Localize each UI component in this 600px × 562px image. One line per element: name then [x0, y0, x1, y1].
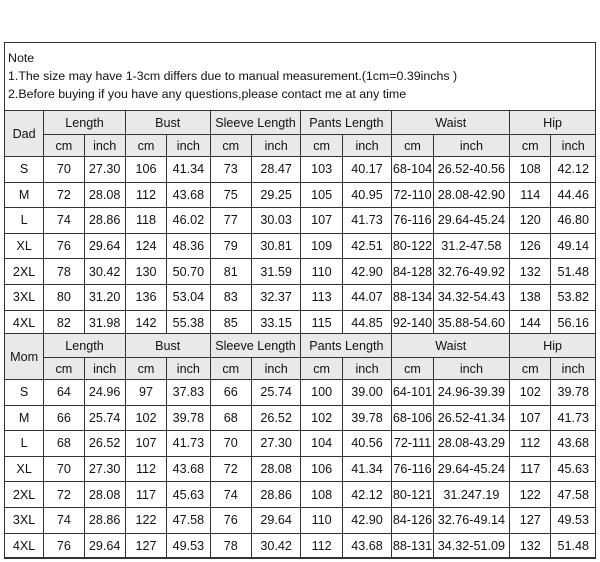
column-header: Sleeve Length	[210, 334, 301, 358]
table-cell: 41.34	[342, 456, 392, 482]
table-cell: 40.56	[342, 431, 392, 457]
table-cell: 104	[301, 431, 342, 457]
table-cell: 31.59	[251, 259, 301, 285]
table-cell: 43.68	[167, 456, 210, 482]
unit-cm: cm	[125, 358, 166, 380]
table-cell: 44.07	[342, 284, 392, 310]
table-cell: 27.30	[251, 431, 301, 457]
table-cell: 70	[44, 456, 84, 482]
table-cell: 42.12	[342, 482, 392, 508]
table-cell: 138	[510, 284, 551, 310]
table-cell: 102	[510, 380, 551, 406]
table-cell: 29.64	[84, 533, 125, 559]
unit-cm: cm	[210, 358, 251, 380]
unit-row	[5, 358, 596, 380]
size-label: 2XL	[5, 482, 44, 508]
column-header: Bust	[125, 111, 210, 135]
table-cell: 108	[510, 157, 551, 183]
table-cell: 76-116	[392, 208, 433, 234]
table-cell: 46.80	[551, 208, 596, 234]
column-header: Pants Length	[301, 111, 392, 135]
table-cell: 28.08	[84, 482, 125, 508]
size-label: 3XL	[5, 507, 44, 533]
table-cell: 106	[125, 157, 166, 183]
table-cell: 76	[44, 233, 84, 259]
unit-cm: cm	[44, 358, 84, 380]
table-cell: 97	[125, 380, 166, 406]
table-cell: 53.82	[551, 284, 596, 310]
table-cell: 26.52-40.56	[433, 157, 509, 183]
table-cell: 28.86	[84, 208, 125, 234]
column-header: Bust	[125, 334, 210, 358]
table-cell: 132	[510, 533, 551, 559]
size-label: 4XL	[5, 310, 44, 336]
table-row	[5, 157, 596, 183]
size-label: 2XL	[5, 259, 44, 285]
table-cell: 76	[210, 507, 251, 533]
table-cell: 130	[125, 259, 166, 285]
table-cell: 39.00	[342, 380, 392, 406]
size-label: 3XL	[5, 284, 44, 310]
table-cell: 33.15	[251, 310, 301, 336]
table-cell: 84-128	[392, 259, 433, 285]
size-label: M	[5, 182, 44, 208]
table-cell: 80	[44, 284, 84, 310]
table-cell: 28.08	[84, 182, 125, 208]
table-cell: 127	[125, 533, 166, 559]
table-cell: 70	[210, 431, 251, 457]
table-cell: 25.74	[84, 405, 125, 431]
table-cell: 73	[210, 157, 251, 183]
table-cell: 49.14	[551, 233, 596, 259]
table-row	[5, 182, 596, 208]
table-cell: 47.58	[551, 482, 596, 508]
table-cell: 105	[301, 182, 342, 208]
table-cell: 29.64	[84, 233, 125, 259]
table-cell: 85	[210, 310, 251, 336]
unit-cm: cm	[392, 135, 433, 157]
table-cell: 68-104	[392, 157, 433, 183]
unit-cm: cm	[301, 358, 342, 380]
table-row	[5, 233, 596, 259]
table-cell: 39.78	[167, 405, 210, 431]
table-cell: 112	[125, 456, 166, 482]
table-cell: 31.98	[84, 310, 125, 336]
table-cell: 78	[210, 533, 251, 559]
table-row	[5, 405, 596, 431]
table-cell: 74	[44, 507, 84, 533]
table-cell: 44.46	[551, 182, 596, 208]
table-cell: 43.68	[167, 182, 210, 208]
table-cell: 115	[301, 310, 342, 336]
table-cell: 88-131	[392, 533, 433, 559]
table-cell: 28.08-42.90	[433, 182, 509, 208]
table-cell: 41.73	[342, 208, 392, 234]
unit-cm: cm	[125, 135, 166, 157]
table-cell: 79	[210, 233, 251, 259]
table-cell: 109	[301, 233, 342, 259]
column-header: Hip	[510, 334, 596, 358]
table-cell: 26.52-41.34	[433, 405, 509, 431]
table-cell: 31.20	[84, 284, 125, 310]
table-cell: 51.48	[551, 259, 596, 285]
table-cell: 108	[301, 482, 342, 508]
table-cell: 107	[125, 431, 166, 457]
table-cell: 118	[125, 208, 166, 234]
size-label: L	[5, 208, 44, 234]
table-cell: 45.63	[167, 482, 210, 508]
unit-inch: inch	[167, 135, 210, 157]
table-cell: 24.96-39.39	[433, 380, 509, 406]
table-cell: 64-101	[392, 380, 433, 406]
dad-size-table	[4, 110, 596, 336]
table-cell: 77	[210, 208, 251, 234]
table-cell: 112	[510, 431, 551, 457]
table-cell: 127	[510, 507, 551, 533]
table-cell: 144	[510, 310, 551, 336]
table-row	[5, 482, 596, 508]
table-cell: 41.73	[167, 431, 210, 457]
unit-inch: inch	[433, 358, 509, 380]
table-cell: 28.47	[251, 157, 301, 183]
table-row	[5, 431, 596, 457]
table-row	[5, 380, 596, 406]
table-cell: 40.95	[342, 182, 392, 208]
table-cell: 41.34	[167, 157, 210, 183]
table-cell: 28.08	[251, 456, 301, 482]
table-cell: 31.2-47.58	[433, 233, 509, 259]
table-cell: 74	[210, 482, 251, 508]
table-cell: 92-140	[392, 310, 433, 336]
table-row	[5, 310, 596, 336]
unit-inch: inch	[433, 135, 509, 157]
table-cell: 64	[44, 380, 84, 406]
table-cell: 136	[125, 284, 166, 310]
table-cell: 74	[44, 208, 84, 234]
table-cell: 132	[510, 259, 551, 285]
table-cell: 66	[210, 380, 251, 406]
unit-inch: inch	[251, 135, 301, 157]
column-header: Waist	[392, 111, 510, 135]
table-cell: 32.76-49.14	[433, 507, 509, 533]
table-cell: 122	[510, 482, 551, 508]
size-label: S	[5, 157, 44, 183]
note-section	[4, 42, 596, 110]
table-cell: 42.51	[342, 233, 392, 259]
table-cell: 46.02	[167, 208, 210, 234]
table-cell: 102	[301, 405, 342, 431]
table-cell: 117	[510, 456, 551, 482]
table-cell: 70	[44, 157, 84, 183]
table-cell: 42.90	[342, 259, 392, 285]
size-group-label: Mom	[5, 334, 44, 380]
note-line-2: 2.Before buying if you have any questions,please contact me at any time	[8, 87, 407, 101]
table-cell: 68-106	[392, 405, 433, 431]
table-cell: 29.64-45.24	[433, 456, 509, 482]
table-cell: 82	[44, 310, 84, 336]
table-row	[5, 507, 596, 533]
table-cell: 49.53	[551, 507, 596, 533]
table-cell: 117	[125, 482, 166, 508]
table-cell: 49.53	[167, 533, 210, 559]
table-cell: 45.63	[551, 456, 596, 482]
size-label: L	[5, 431, 44, 457]
table-cell: 42.90	[342, 507, 392, 533]
unit-inch: inch	[167, 358, 210, 380]
table-cell: 40.17	[342, 157, 392, 183]
table-row	[5, 208, 596, 234]
table-row	[5, 284, 596, 310]
table-cell: 84-126	[392, 507, 433, 533]
table-cell: 80-121	[392, 482, 433, 508]
table-cell: 112	[301, 533, 342, 559]
table-cell: 41.73	[551, 405, 596, 431]
table-cell: 68	[210, 405, 251, 431]
table-cell: 126	[510, 233, 551, 259]
table-cell: 27.30	[84, 456, 125, 482]
table-cell: 50.70	[167, 259, 210, 285]
table-cell: 113	[301, 284, 342, 310]
table-cell: 72	[44, 482, 84, 508]
table-cell: 43.68	[342, 533, 392, 559]
table-cell: 88-134	[392, 284, 433, 310]
table-cell: 75	[210, 182, 251, 208]
table-cell: 53.04	[167, 284, 210, 310]
table-cell: 43.68	[551, 431, 596, 457]
table-cell: 83	[210, 284, 251, 310]
table-cell: 107	[301, 208, 342, 234]
table-cell: 30.42	[84, 259, 125, 285]
column-header: Hip	[510, 111, 596, 135]
table-cell: 103	[301, 157, 342, 183]
table-cell: 106	[301, 456, 342, 482]
table-cell: 81	[210, 259, 251, 285]
table-cell: 72	[210, 456, 251, 482]
table-cell: 35.88-54.60	[433, 310, 509, 336]
unit-inch: inch	[84, 135, 125, 157]
table-cell: 28.86	[84, 507, 125, 533]
table-cell: 34.32-51.09	[433, 533, 509, 559]
table-cell: 34.32-54.43	[433, 284, 509, 310]
table-cell: 76-116	[392, 456, 433, 482]
table-cell: 72	[44, 182, 84, 208]
mom-size-table	[4, 333, 596, 559]
size-label: M	[5, 405, 44, 431]
table-cell: 25.74	[251, 380, 301, 406]
table-cell: 32.37	[251, 284, 301, 310]
table-cell: 102	[125, 405, 166, 431]
column-header: Pants Length	[301, 334, 392, 358]
table-cell: 44.85	[342, 310, 392, 336]
unit-cm: cm	[44, 135, 84, 157]
table-cell: 72-110	[392, 182, 433, 208]
table-cell: 120	[510, 208, 551, 234]
column-header: Length	[44, 334, 126, 358]
size-label: XL	[5, 456, 44, 482]
table-cell: 66	[44, 405, 84, 431]
table-cell: 28.86	[251, 482, 301, 508]
unit-cm: cm	[510, 358, 551, 380]
table-cell: 124	[125, 233, 166, 259]
unit-cm: cm	[392, 358, 433, 380]
unit-inch: inch	[551, 358, 596, 380]
table-cell: 142	[125, 310, 166, 336]
table-cell: 39.78	[551, 380, 596, 406]
column-header: Waist	[392, 334, 510, 358]
table-cell: 31.247.19	[433, 482, 509, 508]
table-cell: 68	[44, 431, 84, 457]
table-cell: 76	[44, 533, 84, 559]
size-group-label: Dad	[5, 111, 44, 157]
unit-cm: cm	[301, 135, 342, 157]
table-cell: 51.48	[551, 533, 596, 559]
unit-inch: inch	[84, 358, 125, 380]
table-row	[5, 456, 596, 482]
table-cell: 114	[510, 182, 551, 208]
table-row	[5, 533, 596, 559]
column-header: Length	[44, 111, 126, 135]
table-cell: 112	[125, 182, 166, 208]
note-line-1: 1.The size may have 1-3cm differs due to manual measurement.(1cm=0.39inchs )	[8, 69, 458, 83]
table-cell: 29.64-45.24	[433, 208, 509, 234]
table-cell: 80-122	[392, 233, 433, 259]
table-cell: 29.25	[251, 182, 301, 208]
table-cell: 56.16	[551, 310, 596, 336]
unit-row	[5, 135, 596, 157]
table-cell: 107	[510, 405, 551, 431]
unit-inch: inch	[551, 135, 596, 157]
table-cell: 27.30	[84, 157, 125, 183]
note-title: Note	[8, 51, 35, 65]
table-cell: 37.83	[167, 380, 210, 406]
unit-inch: inch	[342, 135, 392, 157]
header-row	[5, 334, 596, 358]
table-cell: 30.42	[251, 533, 301, 559]
table-cell: 30.03	[251, 208, 301, 234]
table-cell: 78	[44, 259, 84, 285]
table-cell: 122	[125, 507, 166, 533]
table-cell: 42.12	[551, 157, 596, 183]
header-row	[5, 111, 596, 135]
table-cell: 55.38	[167, 310, 210, 336]
table-cell: 26.52	[84, 431, 125, 457]
table-cell: 47.58	[167, 507, 210, 533]
table-cell: 72-111	[392, 431, 433, 457]
table-cell: 32.76-49.92	[433, 259, 509, 285]
table-cell: 30.81	[251, 233, 301, 259]
column-header: Sleeve Length	[210, 111, 301, 135]
table-row	[5, 259, 596, 285]
table-cell: 24.96	[84, 380, 125, 406]
table-cell: 39.78	[342, 405, 392, 431]
size-label: 4XL	[5, 533, 44, 559]
unit-inch: inch	[251, 358, 301, 380]
table-cell: 110	[301, 507, 342, 533]
table-cell: 110	[301, 259, 342, 285]
table-cell: 29.64	[251, 507, 301, 533]
size-label: S	[5, 380, 44, 406]
unit-cm: cm	[210, 135, 251, 157]
table-cell: 100	[301, 380, 342, 406]
table-cell: 26.52	[251, 405, 301, 431]
unit-inch: inch	[342, 358, 392, 380]
table-cell: 48.36	[167, 233, 210, 259]
unit-cm: cm	[510, 135, 551, 157]
size-label: XL	[5, 233, 44, 259]
table-cell: 28.08-43.29	[433, 431, 509, 457]
